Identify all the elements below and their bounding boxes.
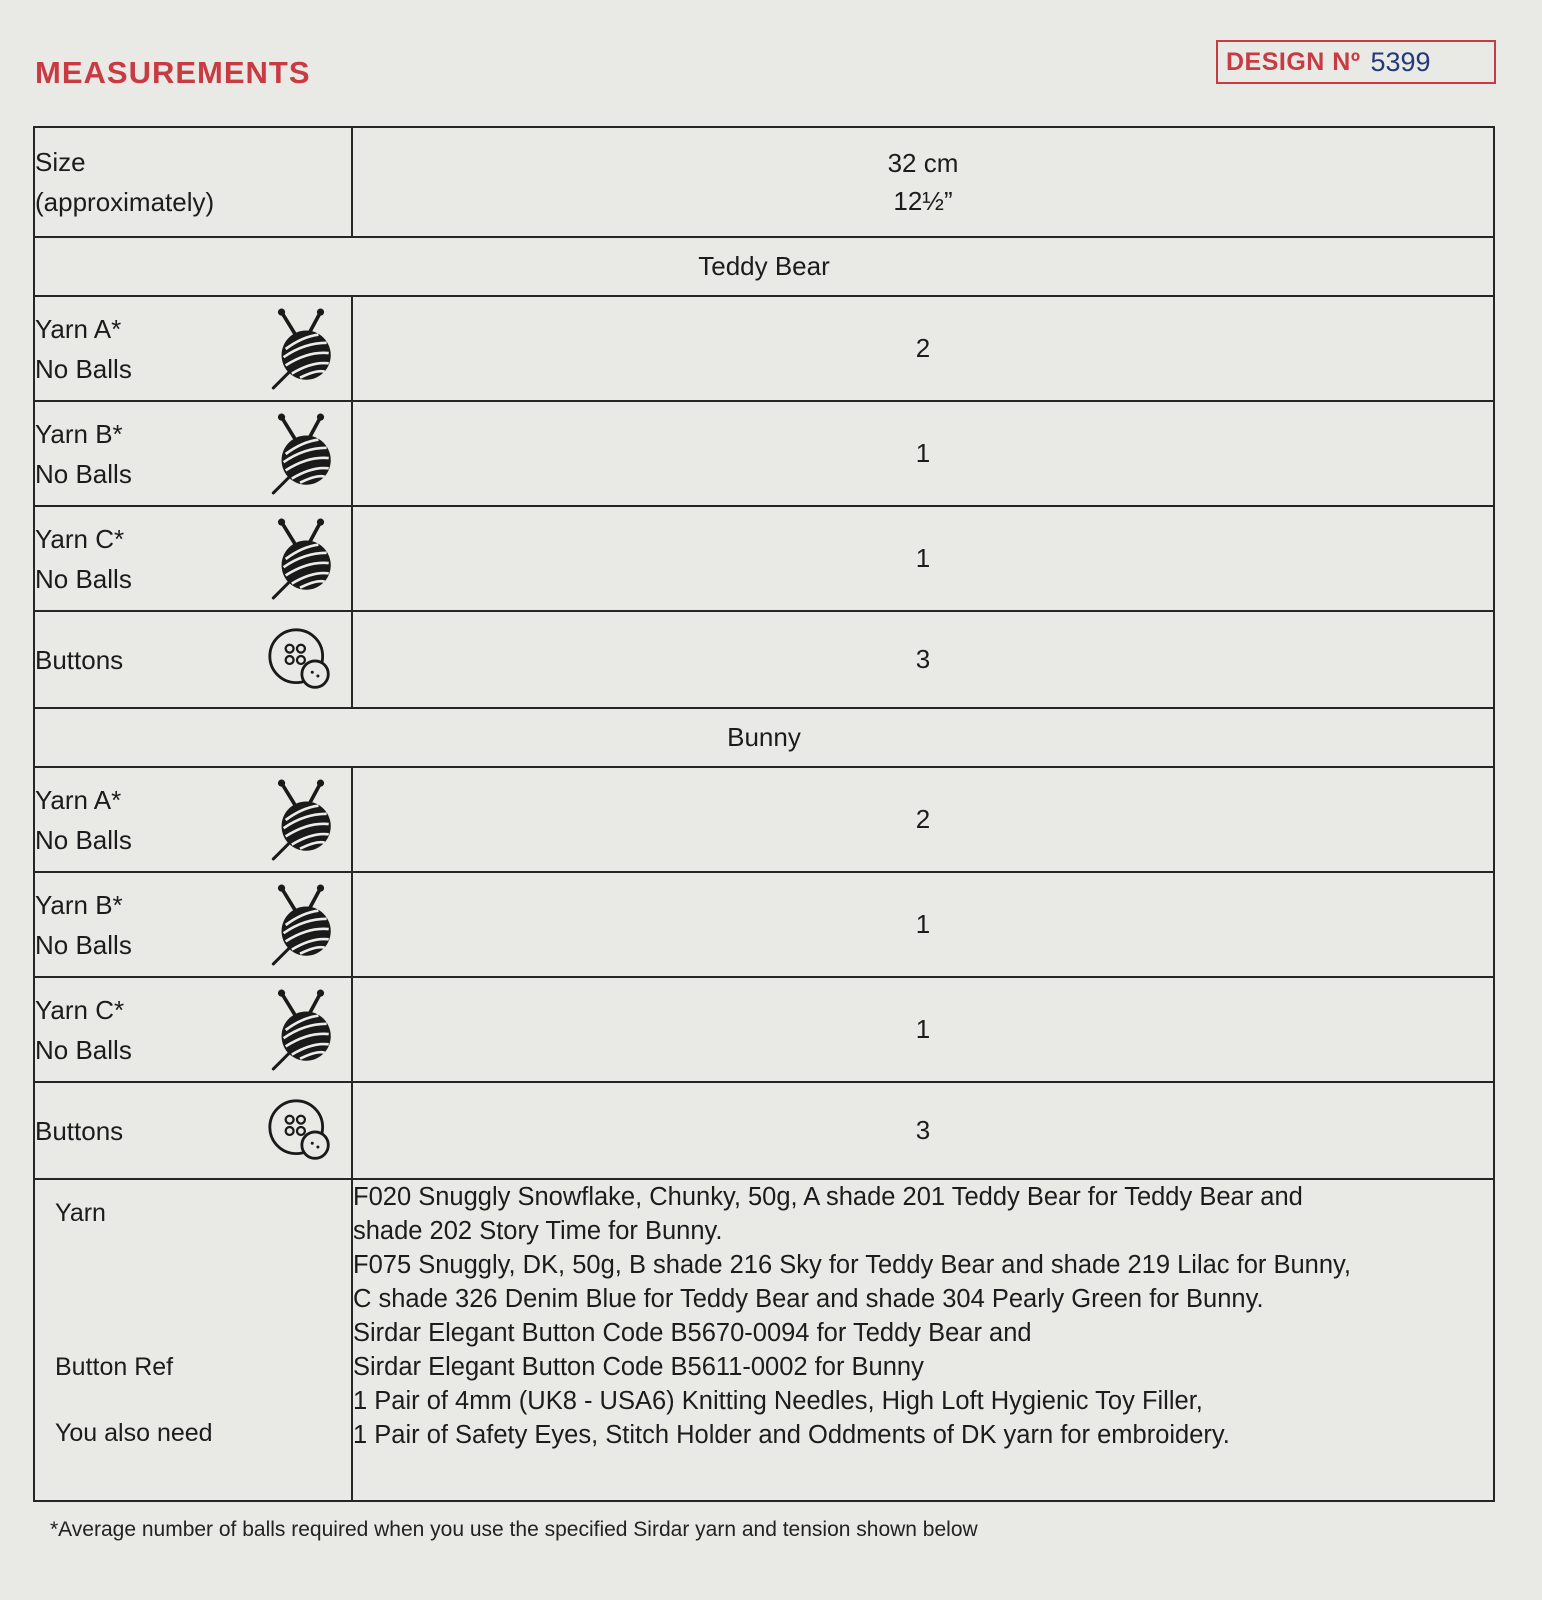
yarn-ball-icon bbox=[267, 308, 333, 390]
design-number: 5399 bbox=[1370, 46, 1431, 77]
row-label-cell bbox=[34, 1082, 352, 1179]
row-label-cell bbox=[34, 872, 352, 977]
button-icon bbox=[267, 627, 333, 693]
details-label-cell bbox=[34, 1179, 352, 1501]
page-title: MEASUREMENTS bbox=[35, 55, 311, 90]
section-header bbox=[34, 237, 1494, 296]
details-row bbox=[34, 1179, 1494, 1501]
section-header bbox=[34, 708, 1494, 767]
ball-count: 1 bbox=[352, 506, 1494, 611]
design-label: DESIGN Nº bbox=[1226, 47, 1361, 76]
size-approx-label: (approximately) bbox=[35, 187, 215, 217]
yarn-ball-icon bbox=[267, 989, 333, 1071]
ball-count: 1 bbox=[352, 872, 1494, 977]
footnote: *Average number of balls required when you use the specified Sirdar yarn and tension shown below bbox=[50, 1518, 978, 1541]
yarn-ball-icon bbox=[267, 779, 333, 861]
table-row bbox=[34, 401, 1494, 506]
button-ref-label: Button Ref bbox=[55, 1353, 174, 1381]
balls-label: No Balls bbox=[35, 458, 132, 489]
button-detail-line: Sirdar Elegant Button Code B5670-0094 for Teddy Bear and bbox=[353, 1319, 1032, 1347]
row-label-cell bbox=[34, 767, 352, 872]
measurements-table bbox=[33, 126, 1495, 1502]
row-label-cell bbox=[34, 611, 352, 708]
balls-label: No Balls bbox=[35, 929, 132, 960]
buttons-label: Buttons bbox=[35, 644, 124, 675]
balls-label: No Balls bbox=[35, 563, 132, 594]
also-need-line: 1 Pair of Safety Eyes, Stitch Holder and Oddments of DK yarn for embroidery. bbox=[353, 1421, 1230, 1449]
table-row bbox=[34, 872, 1494, 977]
yarn-label: Yarn C* bbox=[35, 994, 125, 1025]
buttons-label: Buttons bbox=[35, 1115, 124, 1146]
design-number-box bbox=[1216, 40, 1496, 84]
yarn-detail-line: shade 202 Story Time for Bunny. bbox=[353, 1217, 723, 1245]
yarn-ball-icon bbox=[267, 518, 333, 600]
row-label-cell bbox=[34, 401, 352, 506]
button-count: 3 bbox=[352, 1082, 1494, 1179]
yarn-label: Yarn A* bbox=[35, 313, 122, 344]
ball-count: 2 bbox=[352, 296, 1494, 401]
yarn-details-label: Yarn bbox=[55, 1199, 106, 1227]
size-inches: 12½” bbox=[893, 186, 953, 216]
also-need-line: 1 Pair of 4mm (UK8 - USA6) Knitting Needles, High Loft Hygienic Toy Filler, bbox=[353, 1387, 1203, 1415]
table-row bbox=[34, 506, 1494, 611]
size-value-cell bbox=[352, 127, 1494, 237]
yarn-ball-icon bbox=[267, 884, 333, 966]
yarn-label: Yarn C* bbox=[35, 523, 125, 554]
yarn-detail-line: C shade 326 Denim Blue for Teddy Bear and shade 304 Pearly Green for Bunny. bbox=[353, 1285, 1264, 1313]
section-title-bunny: Bunny bbox=[34, 708, 1494, 767]
yarn-detail-line: F075 Snuggly, DK, 50g, B shade 216 Sky for Teddy Bear and shade 219 Lilac for Bunny, bbox=[353, 1251, 1351, 1279]
size-label-cell bbox=[34, 127, 352, 237]
row-label-cell bbox=[34, 506, 352, 611]
table-row bbox=[34, 296, 1494, 401]
details-text-cell bbox=[352, 1179, 1494, 1501]
size-row bbox=[34, 127, 1494, 237]
also-need-label: You also need bbox=[55, 1419, 213, 1447]
balls-label: No Balls bbox=[35, 824, 132, 855]
yarn-label: Yarn B* bbox=[35, 889, 123, 920]
balls-label: No Balls bbox=[35, 353, 132, 384]
ball-count: 1 bbox=[352, 401, 1494, 506]
yarn-label: Yarn B* bbox=[35, 418, 123, 449]
size-cm: 32 cm bbox=[887, 148, 959, 178]
button-icon bbox=[267, 1098, 333, 1164]
row-label-cell bbox=[34, 296, 352, 401]
yarn-label: Yarn A* bbox=[35, 784, 122, 815]
button-count: 3 bbox=[352, 611, 1494, 708]
table-row bbox=[34, 1082, 1494, 1179]
yarn-ball-icon bbox=[267, 413, 333, 495]
ball-count: 1 bbox=[352, 977, 1494, 1082]
yarn-detail-line: F020 Snuggly Snowflake, Chunky, 50g, A shade 201 Teddy Bear for Teddy Bear and bbox=[353, 1183, 1303, 1211]
size-label: Size bbox=[35, 147, 86, 177]
table-row bbox=[34, 977, 1494, 1082]
balls-label: No Balls bbox=[35, 1034, 132, 1065]
ball-count: 2 bbox=[352, 767, 1494, 872]
table-row bbox=[34, 767, 1494, 872]
table-row bbox=[34, 611, 1494, 708]
section-title-teddy: Teddy Bear bbox=[34, 237, 1494, 296]
row-label-cell bbox=[34, 977, 352, 1082]
button-detail-line: Sirdar Elegant Button Code B5611-0002 for Bunny bbox=[353, 1353, 924, 1381]
